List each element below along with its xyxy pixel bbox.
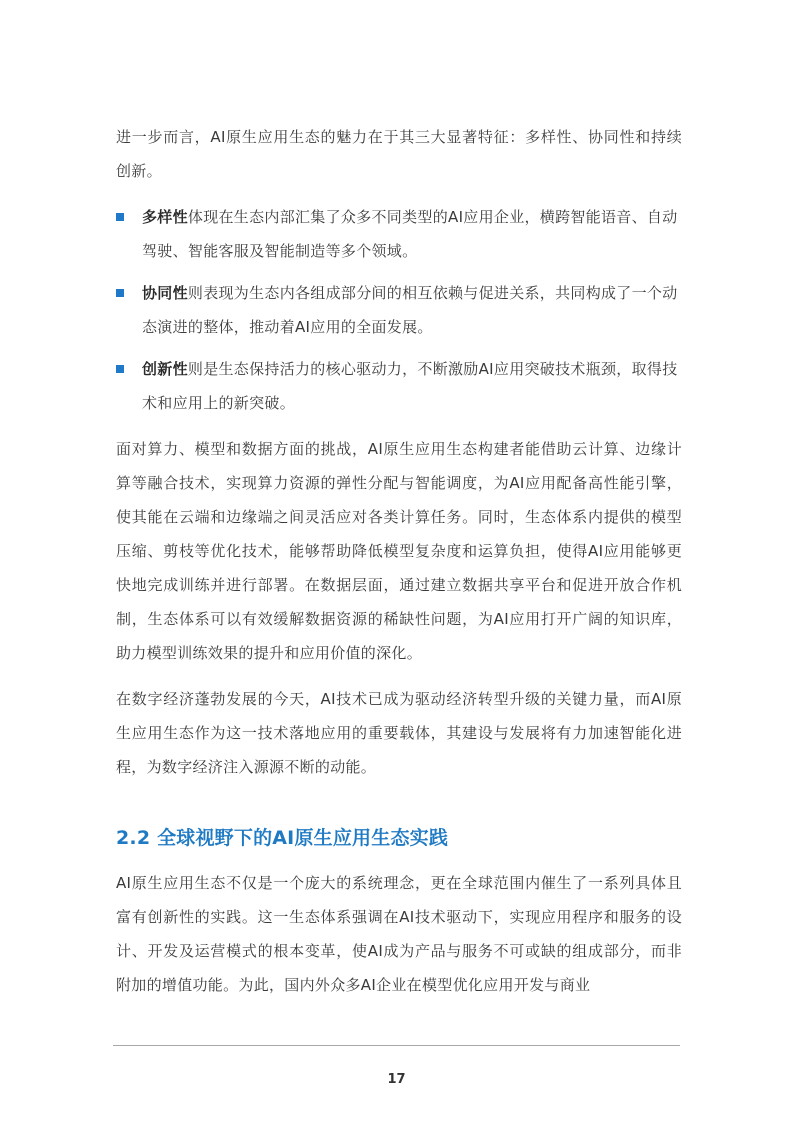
intro-paragraph: 进一步而言，AI原生应用生态的魅力在于其三大显著特征：多样性、协同性和持续创新。 <box>116 128 682 180</box>
list-item <box>116 352 682 420</box>
section-body <box>116 866 682 1002</box>
bullet-text: 体现在生态内部汇集了众多不同类型的AI应用企业，横跨智能语音、自动驾驶、智能客服及智能制造等多个领域。 <box>142 208 678 260</box>
page-number: 17 <box>387 1072 406 1087</box>
body-paragraph: 面对算力、模型和数据方面的挑战，AI原生应用生态构建者能借助云计算、边缘计算等融合技术，实现算力资源的弹性分配与智能调度，为AI应用配备高性能引擎，使其能在云端和边缘端之间灵活应对各类计算任务。同时，生态体系内提供的模型压缩、剪枝等优化技术，能够帮助降低模型复杂度和运算负担，使得AI应用能够更快地完成训练并进行部署。在数据层面，通过建立数据共享平台和促进开放合作机制，生态体系可以有效缓解数据资源的稀缺性问题，为AI应用打开广阔的知识库，助力模型训练效果的提升和应用价值的深化。 <box>116 440 682 662</box>
bullet-term: 多样性 <box>142 208 188 226</box>
square-bullet-icon <box>116 289 124 297</box>
square-bullet-icon <box>116 213 124 221</box>
bullet-term: 协同性 <box>142 284 188 302</box>
footer-divider <box>113 1045 680 1046</box>
bullet-term: 创新性 <box>142 360 188 378</box>
square-bullet-icon <box>116 365 124 373</box>
feature-list <box>116 200 682 420</box>
bullet-text: 则是生态保持活力的核心驱动力，不断激励AI应用突破技术瓶颈，取得技术和应用上的新突破。 <box>142 360 678 412</box>
page-body <box>116 120 682 796</box>
list-item <box>116 200 682 268</box>
body-paragraph: 在数字经济蓬勃发展的今天，AI技术已成为驱动经济转型升级的关键力量，而AI原生应用生态作为这一技术落地应用的重要载体，其建设与发展将有力加速智能化进程，为数字经济注入源源不断的动能。 <box>116 690 682 776</box>
bullet-text: 则表现为生态内各组成部分间的相互依赖与促进关系，共同构成了一个动态演进的整体，推动着AI应用的全面发展。 <box>142 284 678 336</box>
section-paragraph: AI原生应用生态不仅是一个庞大的系统理念，更在全球范围内催生了一系列具体且富有创新性的实践。这一生态体系强调在AI技术驱动下，实现应用程序和服务的设计、开发及运营模式的根本变革，使AI成为产品与服务不可或缺的组成部分，而非附加的增值功能。为此，国内外众多AI企业在模型优化应用开发与商业 <box>116 874 682 994</box>
list-item <box>116 276 682 344</box>
section-heading: 2.2 全球视野下的AI原生应用生态实践 <box>116 827 449 849</box>
